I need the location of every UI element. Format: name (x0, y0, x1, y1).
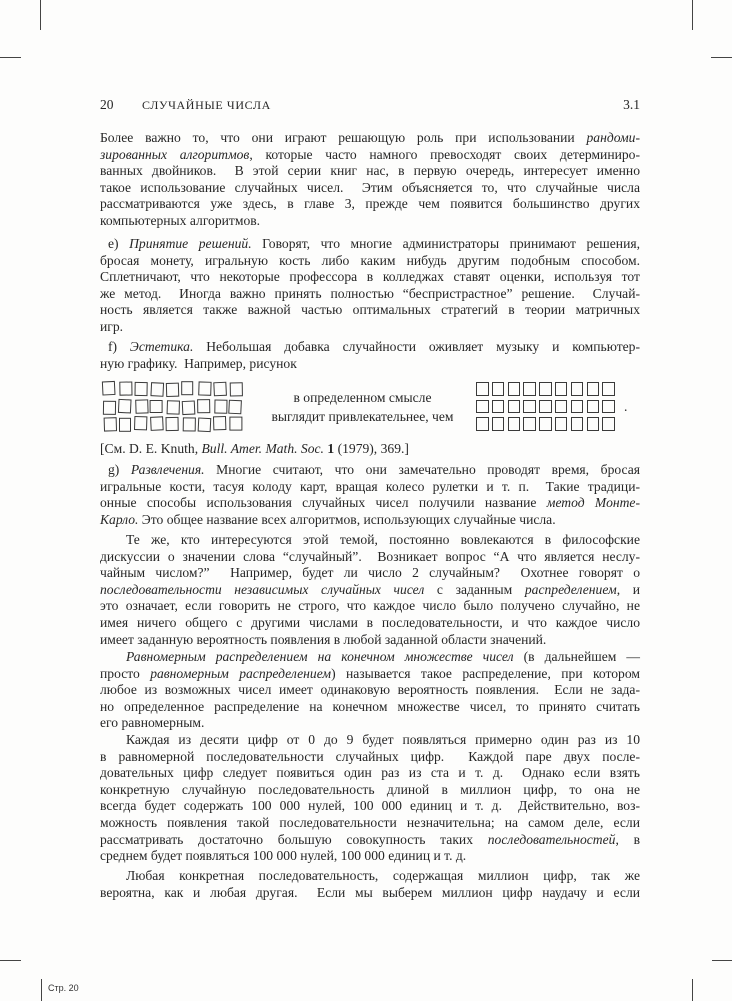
figure-box (492, 417, 505, 431)
text-segment: Сплетничают, что некоторые профессора в колледжах ставят оценки, используя тот (100, 269, 640, 285)
figure-box (571, 382, 584, 396)
figure-text-line-1: в определенном смысле (293, 390, 432, 405)
crop-mark (0, 960, 21, 961)
italic-text: Bull. Amer. Math. Soc. (201, 441, 324, 456)
text-line (100, 598, 640, 614)
text-segment: онные способы использования случайных чисел получили название (100, 495, 547, 511)
text-segment: [См. D. E. Knuth, (100, 441, 202, 456)
text-line (100, 441, 640, 457)
figure-box (508, 382, 521, 396)
text-segment: Те же, кто интересуются этой темой, постоянно вовлекаются в философские (126, 532, 640, 547)
figure-box (602, 400, 615, 414)
figure-box (166, 383, 179, 397)
text-line (126, 649, 640, 665)
figure-box (523, 400, 536, 414)
crop-mark (692, 979, 693, 1001)
figure-box (197, 418, 210, 432)
text-segment: же метод. Иногда важно принять полностью “беспристрастное” решение. Случай- (100, 285, 640, 301)
bold-text: 1 (327, 441, 335, 456)
text-segment: вероятна, как и любая другая. Если мы выберем миллион цифр наудачу и если (100, 884, 640, 900)
figure-box (539, 400, 552, 414)
italic-text: распределением (524, 581, 617, 597)
crop-mark (711, 57, 732, 58)
figure-random-boxes (103, 382, 245, 435)
figure-box (183, 417, 196, 431)
figure-box (555, 417, 568, 431)
figure-box (166, 417, 179, 431)
figure-box (214, 399, 227, 413)
italic-text: Карло. (100, 511, 139, 527)
figure-box (508, 417, 521, 431)
text-segment: ную графику. Например, рисунок (100, 355, 297, 371)
italic-text: Развлечения. (130, 462, 205, 477)
text-line (100, 286, 640, 302)
italic-text: рандоми- (586, 130, 640, 145)
text-segment: Любая конкретная последовательность, содержащая миллион цифр, так же (126, 868, 640, 883)
figure-box (151, 382, 164, 396)
text-segment: имея ничего общего с другими числами в последовательности, и что каждое число (100, 615, 640, 630)
figure-box (539, 417, 552, 431)
figure-box (492, 382, 505, 396)
text-line (100, 666, 640, 682)
text-line (100, 765, 640, 781)
text-line (100, 615, 640, 631)
figure-box (134, 382, 147, 396)
figure-box (213, 382, 226, 396)
figure-box (523, 417, 536, 431)
text-segment: (в дальнейшем — (513, 649, 640, 664)
text-segment: ность является также важной частью оптимальных стратегий в теории матричных (100, 302, 640, 318)
text-line (126, 868, 640, 884)
text-line (100, 699, 640, 715)
text-line (100, 269, 640, 285)
text-segment: Многие считают, что они замечательно проводят время, бросая (204, 462, 640, 477)
figure-box (229, 399, 242, 413)
text-line (100, 512, 640, 528)
text-line (100, 213, 640, 229)
figure-box (150, 400, 163, 414)
text-segment: среднем будет появляться 100 000 нулей, 100 000 единиц и т. д. (100, 848, 467, 864)
text-segment: всегда будет содержать 100 000 нулей, 100 000 единиц и т. д. Действительно, воз- (100, 798, 640, 814)
text-line (100, 848, 640, 864)
text-segment: Более важно то, что они играют решающую роль при использовании (100, 130, 587, 145)
crop-mark (0, 57, 21, 58)
italic-text: Равномерным распределением на конечном множестве чисел (126, 649, 514, 664)
figure-box (103, 400, 116, 414)
text-segment: его равномерным. (100, 715, 205, 731)
text-segment: Это общее название всех алгоритмов, использующих случайные числа. (138, 511, 556, 527)
italic-text: последовательностей (487, 831, 616, 847)
text-segment: чайным числом?” Например, будет ли число 2 случайным? Охотнее говорят о (100, 565, 640, 581)
figure-box (602, 417, 615, 431)
text-segment: Говорят, что многие администраторы принимают решения, (251, 236, 640, 251)
figure-box (102, 381, 115, 395)
crop-mark (40, 0, 41, 30)
text-line (100, 885, 640, 901)
figure-box (230, 382, 243, 396)
text-line (100, 832, 640, 848)
text-segment: имеет заданную вероятность появления в любой заданной области значений. (100, 631, 547, 647)
text-segment: с заданным (424, 581, 525, 597)
italic-text: равномерным распределением (150, 665, 332, 681)
text-segment: , которые часто намного превосходят своих детерминиро- (249, 146, 640, 162)
figure-box (523, 382, 536, 396)
figure-box (587, 400, 600, 414)
crop-mark (712, 960, 732, 961)
text-segment: игр. (100, 319, 124, 334)
text-line (100, 302, 640, 318)
crop-mark (41, 979, 42, 1001)
page-number: 20 (100, 97, 114, 112)
text-line (100, 815, 640, 831)
figure-text-line-2: выглядит привлекательнее, чем (271, 409, 454, 424)
figure-box (571, 417, 584, 431)
figure-box (476, 417, 489, 431)
figure-box (198, 381, 211, 395)
text-line (100, 549, 640, 565)
figure-box (602, 382, 615, 396)
text-segment: рассматриваются уже здесь, в главе 3, прежде чем появится большинство других (100, 196, 640, 212)
text-segment: такое использование случайных чисел. Этим объясняется то, что случайные числа (100, 179, 640, 195)
text-segment: рассматривать достаточно большую совокупность таких (100, 831, 488, 847)
italic-text: метод Монте- (546, 495, 640, 511)
figure-box (508, 400, 521, 414)
figure-box (134, 416, 147, 430)
text-line (100, 495, 640, 511)
figure-box (587, 417, 600, 431)
text-segment: e) (108, 236, 130, 251)
figure-box (555, 382, 568, 396)
figure-box (213, 416, 226, 430)
text-segment: g) (108, 462, 131, 477)
figure-box (571, 400, 584, 414)
text-segment: бросая монету, игральную кость либо каким нибудь другим подобным способом. (100, 252, 640, 268)
section-number: 3.1 (623, 97, 640, 112)
text-segment: можность появления такой последовательности незначительна; на самом деле, если (100, 815, 640, 830)
figure-box (104, 417, 117, 431)
text-line (100, 163, 640, 179)
text-line (100, 130, 640, 146)
text-segment: Каждая из десяти цифр от 0 до 9 будет появляться примерно один раз из 10 (126, 732, 640, 747)
text-line (100, 582, 640, 598)
text-segment: в равномерной последовательности случайных цифр. Каждой паре двух после- (100, 748, 640, 764)
crop-mark (692, 0, 693, 30)
text-segment: но определенное распределение на конечном множестве чисел, то принято считать (100, 698, 640, 714)
figure-box (118, 398, 131, 412)
text-line (100, 782, 640, 798)
text-segment: это означает, если говорить не строго, что каждое число было получено случайно, не (100, 598, 640, 614)
text-line (126, 732, 640, 748)
text-line (100, 682, 640, 698)
italic-text: Принятие решений. (129, 236, 252, 251)
figure-box (476, 400, 489, 414)
figure-box (539, 382, 552, 396)
text-line (108, 462, 640, 478)
figure-box (135, 399, 148, 413)
italic-text: последовательности независимых случайных чисел (100, 581, 425, 597)
text-line (100, 798, 640, 814)
figure-box (476, 382, 489, 396)
figure-box (230, 417, 243, 431)
text-line (100, 196, 640, 212)
text-segment: , в (615, 831, 640, 847)
running-title: СЛУЧАЙНЫЕ ЧИСЛА (142, 98, 271, 112)
text-line (100, 180, 640, 196)
text-segment: Небольшая добавка случайности оживляет музыку и компьютер- (193, 339, 641, 354)
text-segment: (1979), 369.] (334, 441, 409, 456)
text-line (108, 236, 640, 252)
text-line (100, 147, 640, 163)
figure-box (555, 400, 568, 414)
figure-period: . (624, 399, 628, 414)
text-line (100, 479, 640, 495)
figure-box (119, 381, 132, 395)
text-segment: конкретную случайную последовательность длиной в миллион цифр, то она не (100, 781, 640, 797)
figure-box (182, 400, 195, 414)
text-segment: ) называется такое распределение, при котором (331, 665, 640, 681)
figure-box (492, 400, 505, 414)
text-segment: любое из возможных чисел имеет одинаковую вероятность появления. Если не зада- (100, 682, 640, 698)
text-line (108, 339, 640, 355)
figure-box (167, 400, 180, 414)
text-line (126, 532, 640, 548)
figure-box (587, 382, 600, 396)
text-line (100, 565, 640, 581)
text-segment: компьютерных алгоритмов. (100, 213, 261, 228)
text-segment: ванных двойников. В этой серии книг нас, в первую очередь, интересует именно (100, 163, 640, 179)
italic-text: зированных алгоритмов (100, 146, 250, 162)
figure-box (150, 416, 163, 430)
text-line (100, 253, 640, 269)
text-segment: , и (616, 581, 641, 597)
text-line (100, 715, 640, 731)
italic-text: Эстетика. (129, 339, 194, 354)
text-segment: дискуссии о значении слова “случайный”. Возникает вопрос “А что является неслу- (100, 548, 640, 564)
text-line (100, 749, 640, 765)
text-line (100, 319, 640, 335)
text-segment: довательных цифр следует появиться один раз из ста и т. д. Однако если взять (100, 765, 640, 781)
text-segment: f) (108, 339, 130, 354)
page-footer-label: Стр. 20 (48, 983, 79, 993)
figure-box (181, 381, 194, 395)
figure-box (197, 399, 210, 413)
figure-regular-boxes (476, 382, 618, 435)
text-segment: игральные кости, тасуя колоду карт, вращая колесо рулетки и т. п. Такие традици- (100, 478, 640, 494)
figure-box (119, 418, 132, 432)
text-line (100, 356, 640, 372)
text-line (100, 632, 640, 648)
text-segment: просто (100, 665, 151, 681)
figure-caption (255, 388, 470, 426)
